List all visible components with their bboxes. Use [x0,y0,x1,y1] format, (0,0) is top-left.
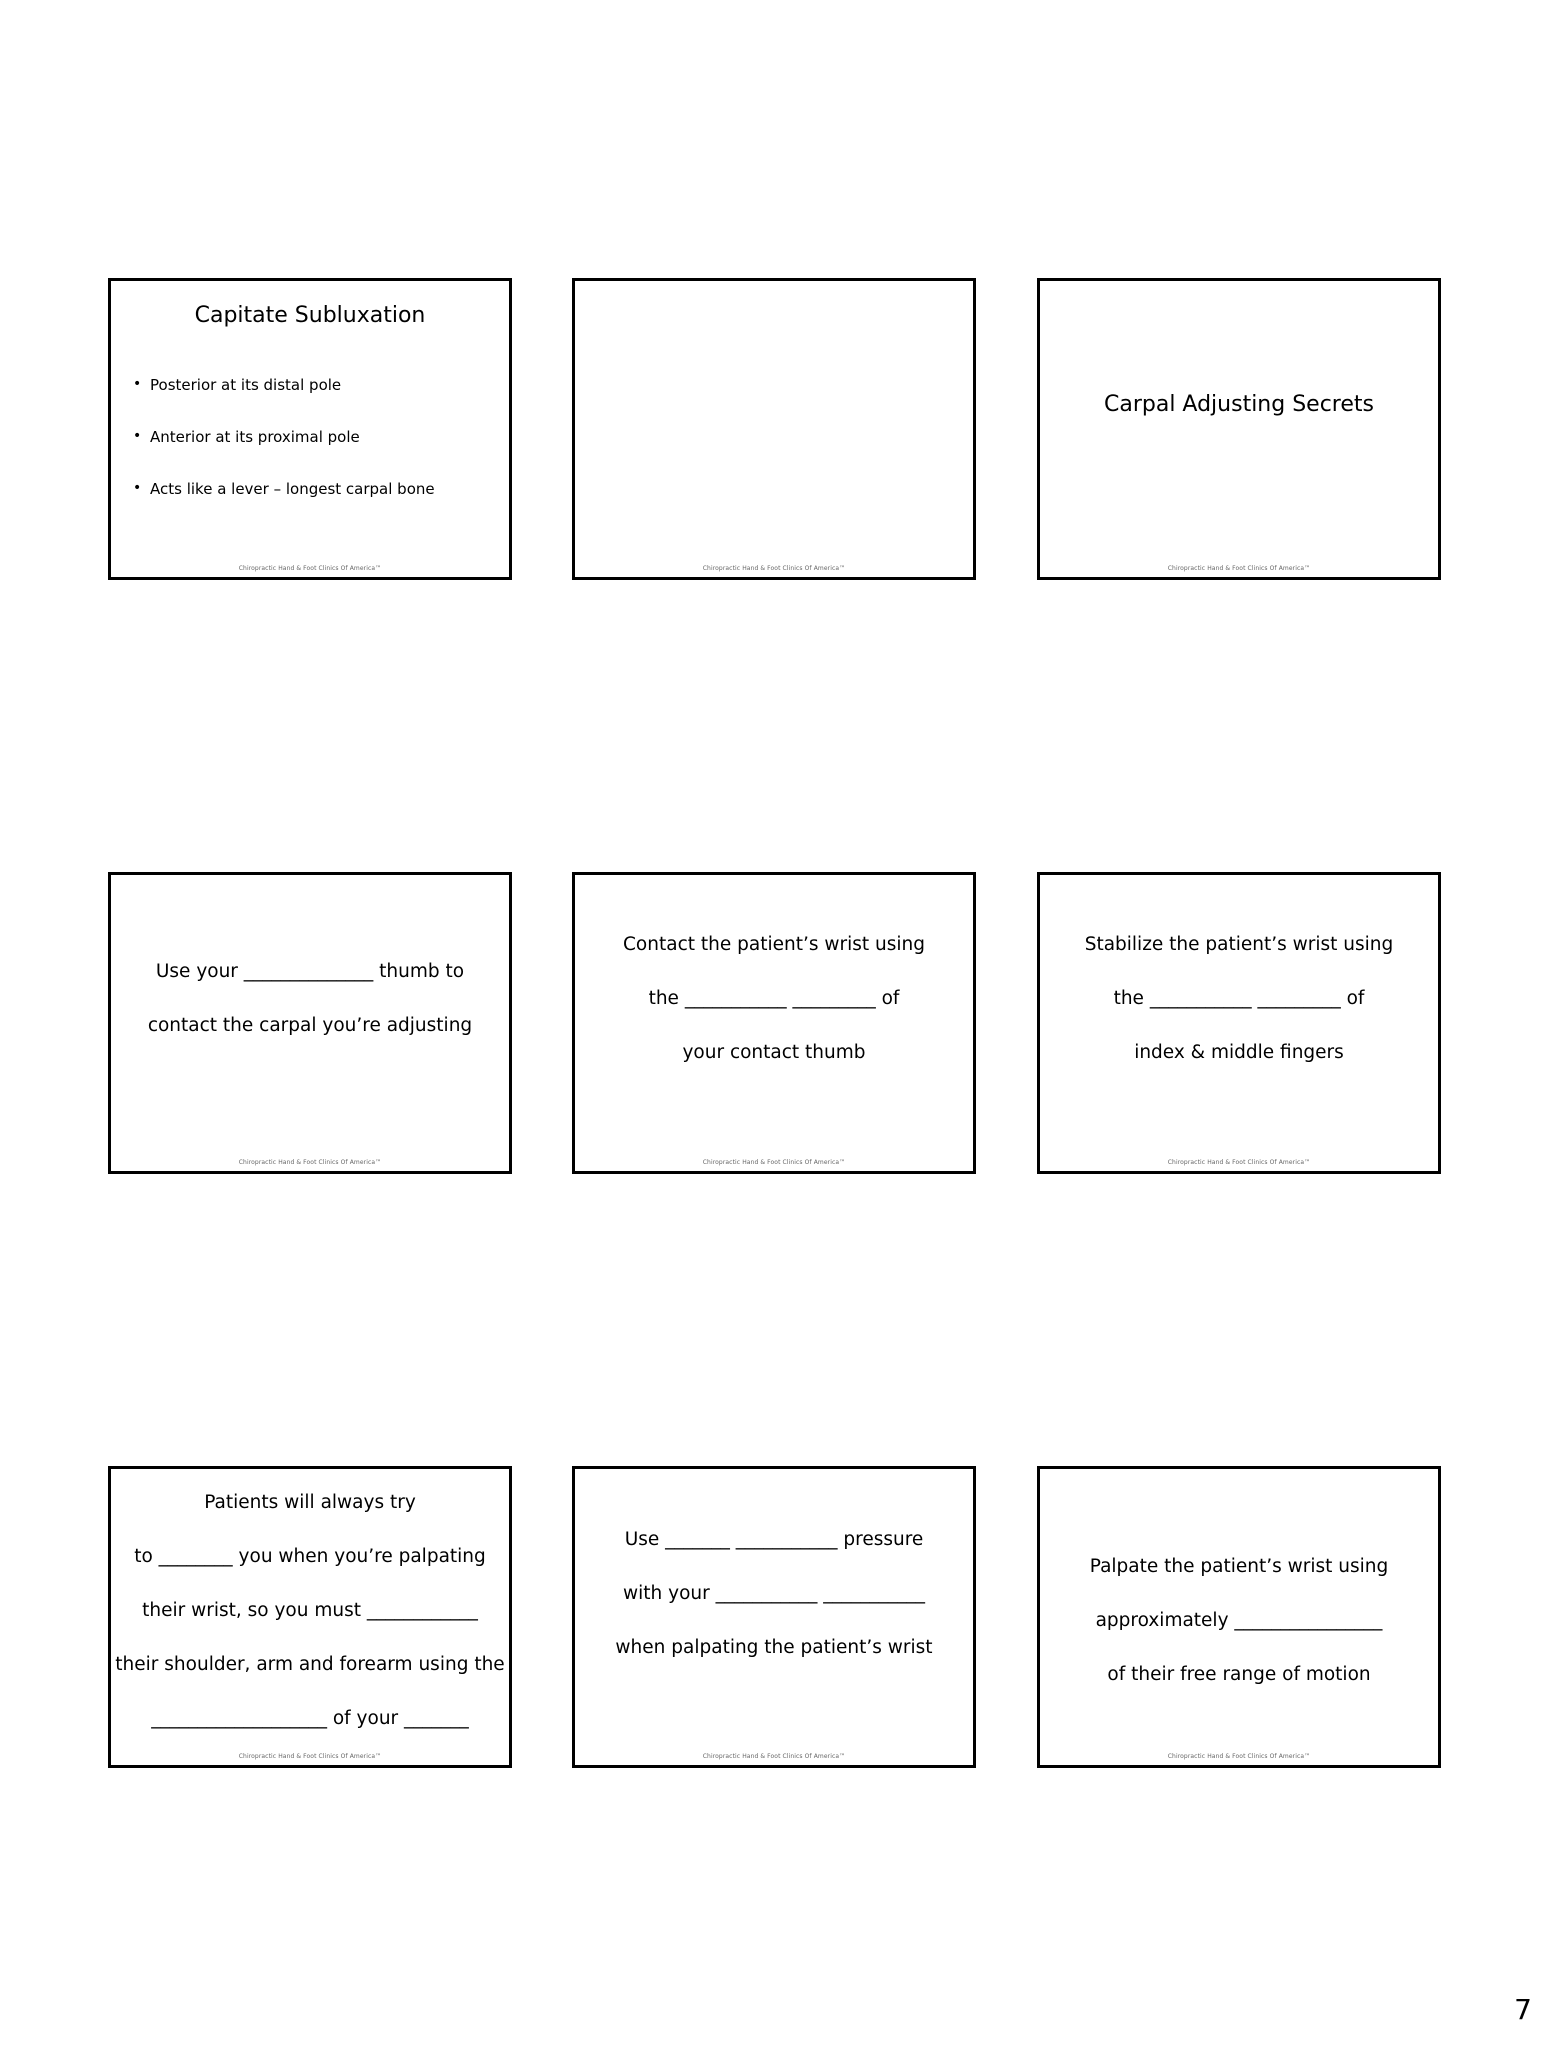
slide-text-line: the ___________ _________ of [1113,988,1365,1009]
slide-text-line: index & middle fingers [1134,1042,1344,1063]
slide-patients-try [108,1466,512,1768]
bullet-list [133,376,435,532]
slide-capitate-subluxation [108,278,512,580]
slide-blank [572,278,976,580]
bullet-item: • Acts like a lever – longest carpal bone [133,480,435,532]
slide-text-line: Stabilize the patient’s wrist using [1084,934,1394,955]
slide-text [575,1530,973,1658]
slide-text-line: to ________ you when you’re palpating [134,1546,486,1567]
slide-text-line: their shoulder, arm and forearm using the [115,1654,505,1675]
slide-stabilize-wrist [1037,872,1441,1174]
slide-contact-thumb [108,872,512,1174]
slide-text-line: your contact thumb [682,1042,866,1063]
slide-title: Capitate Subluxation [194,303,426,328]
slide-contact-wrist [572,872,976,1174]
slide-footer: Chiropractic Hand & Foot Clinics Of America™ [702,1753,846,1760]
slide-footer: Chiropractic Hand & Foot Clinics Of America™ [702,565,846,572]
slide-text-line: contact the carpal you’re adjusting [147,1015,473,1036]
slide-text-line: Contact the patient’s wrist using [623,934,925,955]
slide-palpate-range [1037,1466,1441,1768]
bullet-item: • Anterior at its proximal pole [133,428,435,480]
page-number: 7 [1514,1993,1532,2026]
slide-text-line: of their free range of motion [1107,1664,1371,1685]
slide-text-line: Use your ______________ thumb to [155,961,465,982]
slide-text-line: approximately ________________ [1095,1610,1383,1631]
slide-footer: Chiropractic Hand & Foot Clinics Of America™ [1167,565,1311,572]
slide-text [111,1493,509,1729]
slide-text-line: Use _______ ___________ pressure [624,1529,924,1550]
slide-footer: Chiropractic Hand & Foot Clinics Of America™ [1167,1159,1311,1166]
slide-title: Carpal Adjusting Secrets [1103,392,1374,417]
slide-text-line: with your ___________ ___________ [623,1583,925,1604]
slide-carpal-adjusting-secrets [1037,278,1441,580]
slide-text-line: when palpating the patient’s wrist [615,1637,933,1658]
slide-text [111,962,509,1036]
slide-text-line: ___________________ of your _______ [151,1708,469,1729]
slide-text [1040,1557,1438,1685]
slide-footer: Chiropractic Hand & Foot Clinics Of America™ [238,1753,382,1760]
slide-text-line: their wrist, so you must ____________ [142,1600,478,1621]
slide-footer: Chiropractic Hand & Foot Clinics Of America™ [702,1159,846,1166]
slide-palpating-pressure [572,1466,976,1768]
slide-text [575,935,973,1063]
slide-text [1040,935,1438,1063]
slide-footer: Chiropractic Hand & Foot Clinics Of America™ [1167,1753,1311,1760]
bullet-item: • Posterior at its distal pole [133,376,435,428]
slide-text-line: Patients will always try [204,1492,416,1513]
slide-footer: Chiropractic Hand & Foot Clinics Of America™ [238,565,382,572]
slide-footer: Chiropractic Hand & Foot Clinics Of America™ [238,1159,382,1166]
slide-text-line: the ___________ _________ of [648,988,900,1009]
slide-text-line: Palpate the patient’s wrist using [1089,1556,1389,1577]
